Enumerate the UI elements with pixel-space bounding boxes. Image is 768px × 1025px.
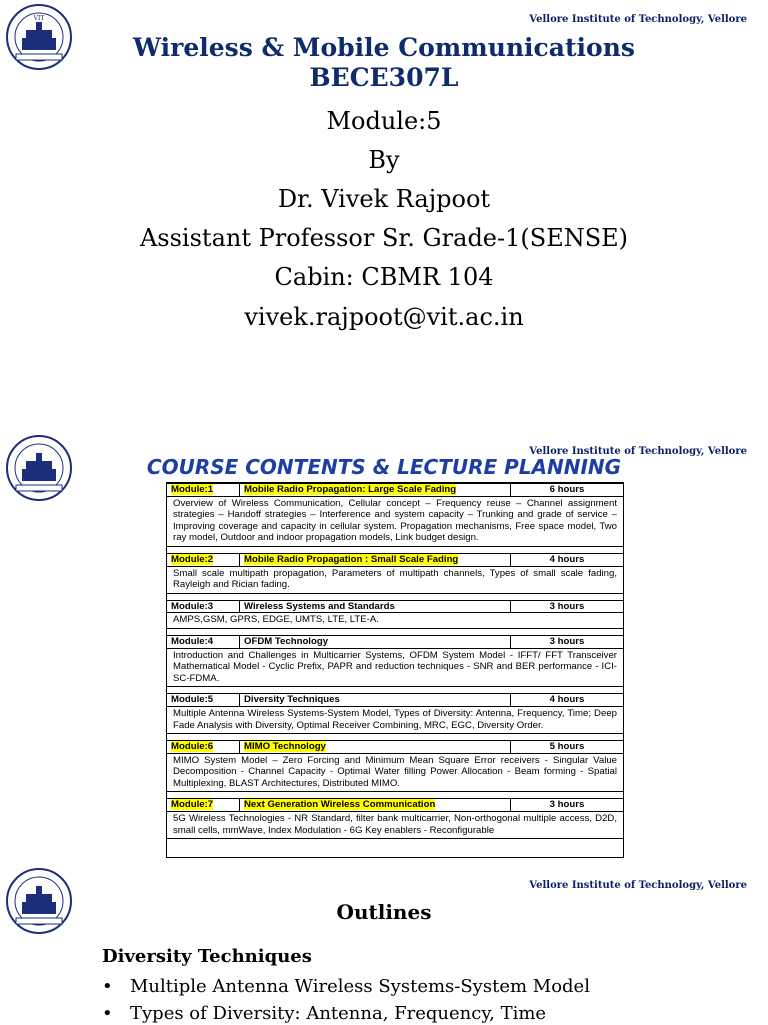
module-content: Small scale multipath propagation, Parameters of multipath channels, Types of small scale fading, Rayleigh and Rician fading. <box>167 567 623 594</box>
module-id: Module:7 <box>171 799 214 811</box>
author-name: Dr. Vivek Rajpoot <box>277 185 491 213</box>
module-name-cell <box>240 741 511 753</box>
module-block <box>167 635 623 687</box>
module-id-cell <box>167 484 240 496</box>
module-header-row <box>167 600 623 614</box>
module-hours: 3 hours <box>549 600 585 612</box>
institute-name: Vellore Institute of Technology, Vellore <box>529 14 747 25</box>
by-label: By <box>368 146 400 174</box>
bullet-icon: • <box>102 976 113 997</box>
module-id-cell <box>167 741 240 753</box>
module-block <box>167 600 623 629</box>
module-name: Mobile Radio Propagation : Small Scale Fading <box>244 553 459 565</box>
module-header-row <box>167 483 623 497</box>
bullet-icon: • <box>102 1003 113 1024</box>
module-id: Module:6 <box>171 741 214 753</box>
institute-name: Vellore Institute of Technology, Vellore <box>529 446 747 457</box>
module-content: 5G Wireless Technologies - NR Standard, filter bank multicarrier, Non-orthogonal multiple access, D2D, small cells, mmWave, Index Modulation - 6G Key enablers - Reconfigurable <box>167 812 623 839</box>
module-name-cell <box>240 694 511 706</box>
module-id-cell <box>167 636 240 648</box>
module-block <box>167 798 623 839</box>
module-content: MIMO System Model – Zero Forcing and Minimum Mean Square Error receivers - Singular Value Decomposition - Channel Capacity - Optimal Water filling Power Allocation - Beam forming - Spatial Multiplexing, BLAST Architectures, Distributed MIMO. <box>167 754 623 793</box>
module-label: Module:5 <box>326 107 442 135</box>
module-content: Overview of Wireless Communication, Cellular concept – Frequency reuse – Channel assignment strategies – Handoff strategies – Interference and system capacity – Trunking and grade of service – Improving coverage and capacity in cellular system. Propagation mechanisms, Free space model, Two ray model, Outdoor and indoor propagation models, Link budget design. <box>167 497 623 547</box>
author-cabin: Cabin: CBMR 104 <box>274 263 494 291</box>
module-name: Mobile Radio Propagation: Large Scale Fading <box>244 484 457 495</box>
logo-text: VIT <box>33 15 45 22</box>
module-id-cell <box>167 554 240 566</box>
module-content: Introduction and Challenges in Multicarrier Systems, OFDM System Model - IFFT/ FFT Transceiver Mathematical Model - Cyclic Prefix, PAPR and reduction techniques - SNR and BER performance - ICI-SC-FDMA. <box>167 649 623 688</box>
module-header-row <box>167 798 623 812</box>
module-id: Module:2 <box>171 553 214 565</box>
list-item-text: Multiple Antenna Wireless Systems-System Model <box>130 976 590 997</box>
module-name-cell <box>240 636 511 648</box>
course-contents-slide <box>0 430 768 862</box>
module-header-row <box>167 740 623 754</box>
module-block <box>167 483 623 547</box>
course-code: BECE307L <box>309 63 459 92</box>
module-hours: 3 hours <box>549 635 585 647</box>
module-id: Module:3 <box>171 600 214 612</box>
module-block <box>167 553 623 594</box>
module-id-cell <box>167 799 240 811</box>
module-id: Module:4 <box>171 635 214 647</box>
institute-name: Vellore Institute of Technology, Vellore <box>529 880 747 891</box>
author-email: vivek.rajpoot@vit.ac.in <box>244 303 524 331</box>
list-item <box>102 1003 546 1025</box>
module-block <box>167 693 623 734</box>
module-hours: 5 hours <box>549 741 585 753</box>
module-name-cell <box>240 799 511 811</box>
module-id-cell <box>167 694 240 706</box>
outlines-slide <box>0 862 768 1024</box>
module-name-cell <box>240 601 511 613</box>
module-id: Module:1 <box>171 484 214 495</box>
module-name-cell <box>240 484 511 496</box>
title-slide <box>0 0 768 420</box>
module-name: MIMO Technology <box>244 741 326 753</box>
list-item <box>102 976 590 998</box>
module-header-row <box>167 553 623 567</box>
outlines-title: Outlines <box>336 900 432 924</box>
course-table <box>166 482 624 858</box>
module-hours: 4 hours <box>549 553 585 565</box>
module-content: Multiple Antenna Wireless Systems-System Model, Types of Diversity: Antenna, Frequency, Time; Deep Fade Analysis with Diversity, Optimal Receiver Combining, MRC, EGC, Diversity Order. <box>167 707 623 734</box>
author-designation: Assistant Professor Sr. Grade-1(SENSE) <box>139 224 629 252</box>
module-header-row <box>167 693 623 707</box>
section-heading: Diversity Techniques <box>102 946 312 967</box>
module-hours: 3 hours <box>549 799 585 811</box>
module-name: Next Generation Wireless Communication <box>244 799 436 811</box>
module-hours: 4 hours <box>549 694 585 706</box>
module-name: Wireless Systems and Standards <box>244 600 395 612</box>
course-title: Wireless & Mobile Communications <box>133 33 635 62</box>
module-name: OFDM Technology <box>244 635 329 647</box>
list-item-text: Types of Diversity: Antenna, Frequency, Time <box>130 1003 547 1024</box>
module-block <box>167 740 623 792</box>
module-header-row <box>167 635 623 649</box>
module-name-cell <box>240 554 511 566</box>
course-contents-title: COURSE CONTENTS & LECTURE PLANNING <box>146 455 622 479</box>
module-name: Diversity Techniques <box>244 694 340 706</box>
module-id: Module:5 <box>171 694 214 706</box>
module-content: AMPS,GSM, GPRS, EDGE, UMTS, LTE, LTE-A. <box>167 613 623 629</box>
module-hours: 6 hours <box>549 484 585 495</box>
module-id-cell <box>167 601 240 613</box>
